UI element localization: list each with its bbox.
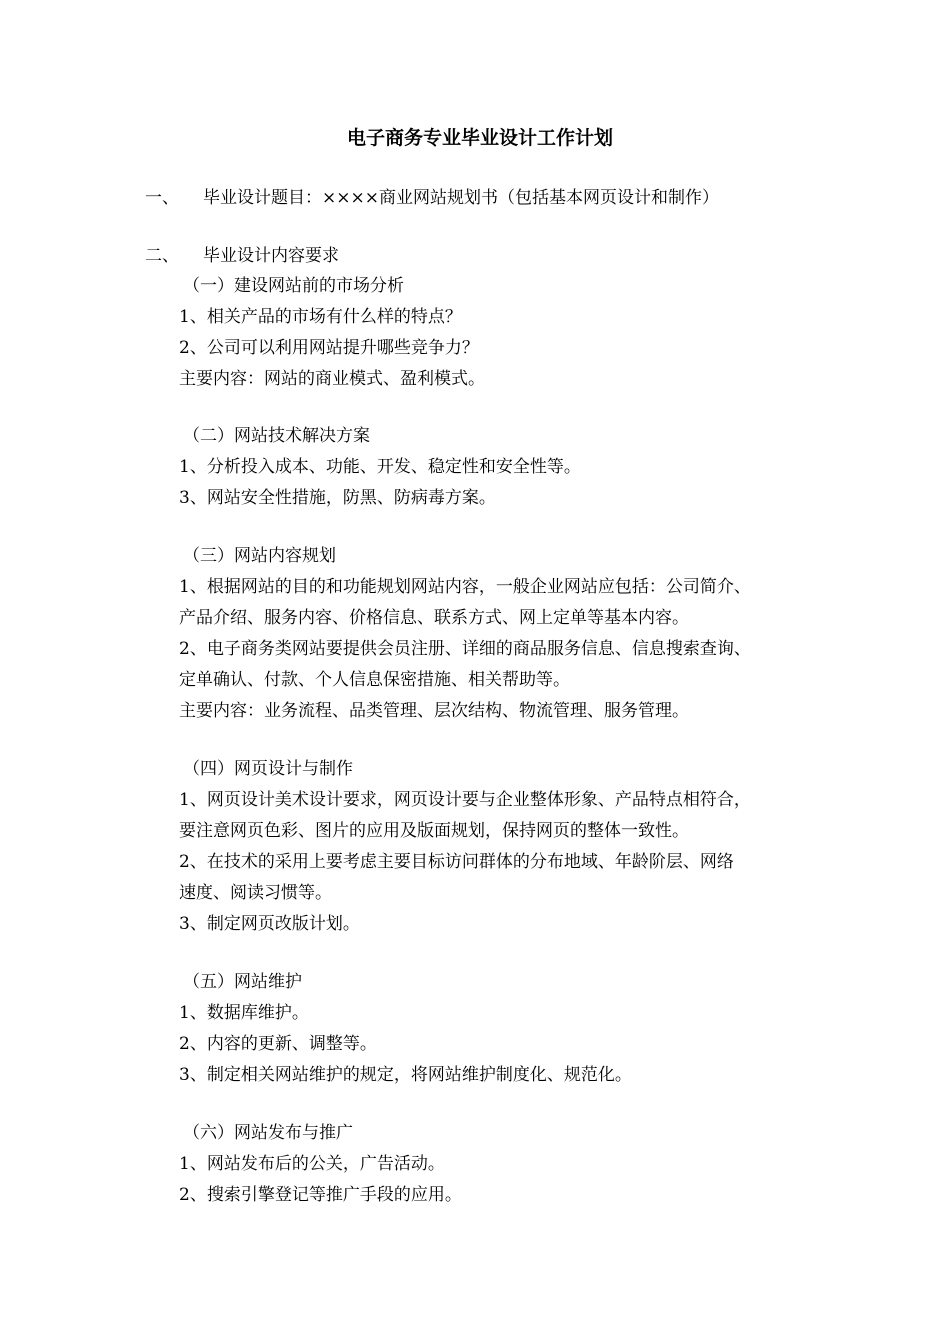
section-heading: 毕业设计题目：××××商业网站规划书（包括基本网页设计和制作） — [203, 188, 719, 208]
paragraph-line: 2、内容的更新、调整等。 — [179, 1034, 377, 1054]
section-number: 二、 — [145, 246, 179, 266]
subsection-heading: （四）网页设计与制作 — [183, 759, 353, 779]
paragraph-line: 1、分析投入成本、功能、开发、稳定性和安全性等。 — [179, 457, 581, 477]
paragraph-line: 速度、阅读习惯等。 — [179, 883, 332, 903]
paragraph-line: 3、制定网页改版计划。 — [179, 914, 360, 934]
section-number: 一、 — [145, 188, 179, 208]
section-heading: 毕业设计内容要求 — [203, 246, 339, 266]
paragraph-line: 1、相关产品的市场有什么样的特点？ — [179, 307, 462, 327]
paragraph-line: 主要内容：网站的商业模式、盈利模式。 — [179, 369, 485, 389]
document-title: 电子商务专业毕业设计工作计划 — [346, 127, 613, 149]
subsection-heading: （三）网站内容规划 — [183, 546, 336, 566]
paragraph-line: 1、网页设计美术设计要求，网页设计要与企业整体形象、产品特点相符合， — [179, 790, 751, 810]
subsection-heading: （一）建设网站前的市场分析 — [183, 276, 404, 296]
paragraph-line: 2、电子商务类网站要提供会员注册、详细的商品服务信息、信息搜索查询、 — [179, 639, 751, 659]
paragraph-line: 2、公司可以利用网站提升哪些竞争力？ — [179, 338, 479, 358]
paragraph-line: 2、在技术的采用上要考虑主要目标访问群体的分布地域、年龄阶层、网络 — [179, 852, 734, 872]
paragraph-line: 定单确认、付款、个人信息保密措施、相关帮助等。 — [179, 670, 570, 690]
paragraph-line: 主要内容：业务流程、品类管理、层次结构、物流管理、服务管理。 — [179, 701, 689, 721]
subsection-heading: （六）网站发布与推广 — [183, 1123, 353, 1143]
paragraph-line: 1、网站发布后的公关，广告活动。 — [179, 1154, 445, 1174]
paragraph-line: 产品介绍、服务内容、价格信息、联系方式、网上定单等基本内容。 — [179, 608, 689, 628]
subsection-heading: （二）网站技术解决方案 — [183, 426, 370, 446]
paragraph-line: 3、制定相关网站维护的规定，将网站维护制度化、规范化。 — [179, 1065, 632, 1085]
paragraph-line: 2、搜索引擎登记等推广手段的应用。 — [179, 1185, 462, 1205]
subsection-heading: （五）网站维护 — [183, 972, 302, 992]
paragraph-line: 1、根据网站的目的和功能规划网站内容，一般企业网站应包括：公司简介、 — [179, 577, 751, 597]
paragraph-line: 1、数据库维护。 — [179, 1003, 309, 1023]
paragraph-line: 要注意网页色彩、图片的应用及版面规划，保持网页的整体一致性。 — [179, 821, 689, 841]
paragraph-line: 3、网站安全性措施，防黑、防病毒方案。 — [179, 488, 496, 508]
